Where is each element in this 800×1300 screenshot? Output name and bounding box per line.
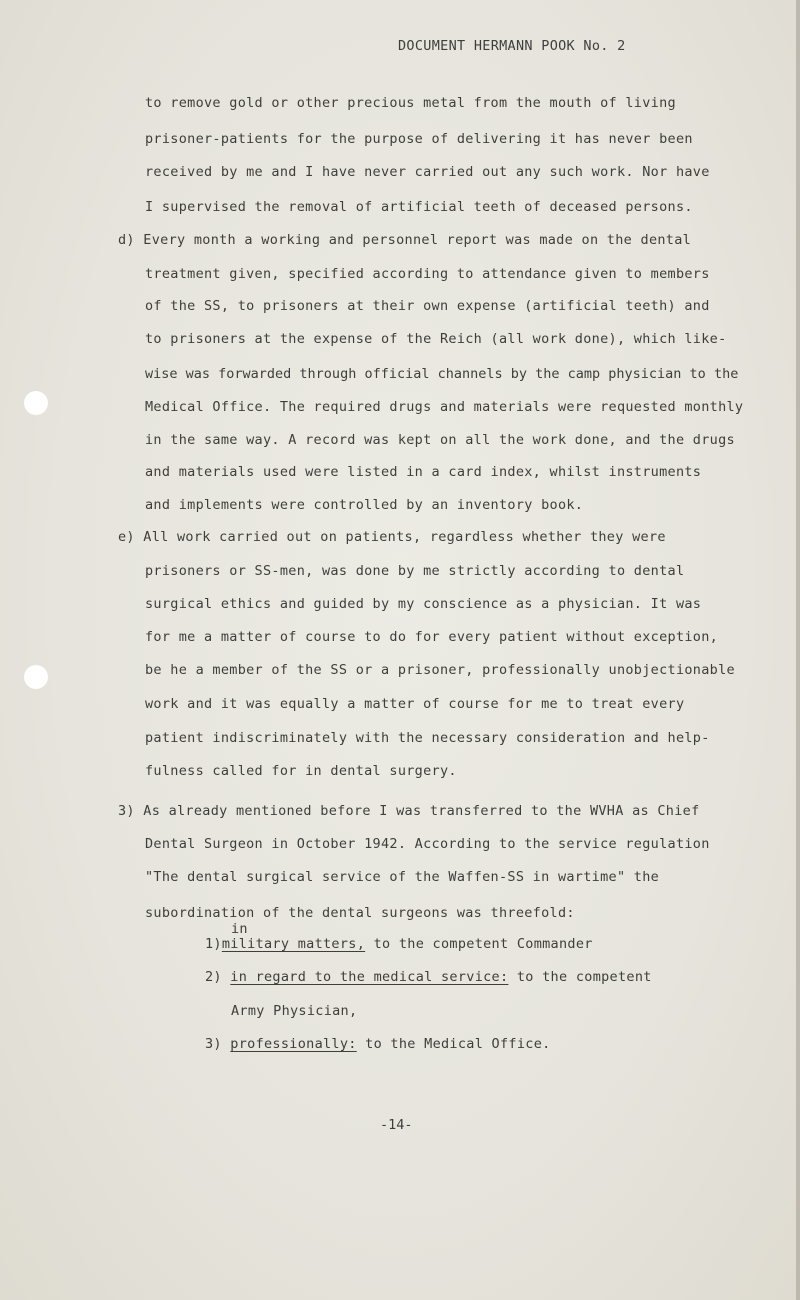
text-line: d) Every month a working and personnel report was made on the dental <box>118 232 692 248</box>
text-line: patient indiscriminately with the necessary consideration and help- <box>145 730 710 746</box>
page-edge <box>796 0 800 1300</box>
text-line: and implements were controlled by an inventory book. <box>145 497 584 513</box>
punch-hole-bottom <box>24 665 48 689</box>
text-line: 3) As already mentioned before I was transferred to the WVHA as Chief <box>118 803 700 819</box>
text-line: prisoners or SS-men, was done by me strictly according to dental <box>145 563 685 579</box>
text-line: be he a member of the SS or a prisoner, professionally unobjectionable <box>145 662 735 678</box>
text-line: in the same way. A record was kept on all the work done, and the drugs <box>145 432 735 448</box>
text-line: for me a matter of course to do for every patient without exception, <box>145 629 719 645</box>
text-line: I supervised the removal of artificial teeth of deceased persons. <box>145 199 693 215</box>
list-item-2: 2) in regard to the medical service: to the competent <box>205 969 652 985</box>
list-item-3: 3) professionally: to the Medical Office. <box>205 1036 551 1052</box>
text-line: of the SS, to prisoners at their own expense (artificial teeth) and <box>145 298 710 314</box>
text-line: fulness called for in dental surgery. <box>145 763 457 779</box>
text-line: "The dental surgical service of the Waffen-SS in wartime" the <box>145 869 660 885</box>
text-line: surgical ethics and guided by my conscience as a physician. It was <box>145 596 702 612</box>
text-line: Medical Office. The required drugs and materials were requested monthly <box>145 399 744 415</box>
list-item-2-continued: Army Physician, <box>231 1003 358 1019</box>
text-line: Dental Surgeon in October 1942. According to the service regulation <box>145 836 710 852</box>
punch-hole-top <box>24 391 48 415</box>
text-line: work and it was equally a matter of course for me to treat every <box>145 696 685 712</box>
text-line: received by me and I have never carried out any such work. Nor have <box>145 164 710 180</box>
text-line: to remove gold or other precious metal from the mouth of living <box>145 95 676 111</box>
text-line: wise was forwarded through official channels by the camp physician to the <box>145 366 739 382</box>
text-line: treatment given, specified according to attendance given to members <box>145 266 710 282</box>
text-line: e) All work carried out on patients, regardless whether they were <box>118 529 666 545</box>
text-line: and materials used were listed in a card index, whilst instruments <box>145 464 702 480</box>
text-line: subordination of the dental surgeons was threefold: <box>145 905 575 921</box>
inserted-word: in <box>231 921 248 937</box>
list-item-1: 1)military matters, to the competent Commander <box>205 936 593 952</box>
document-header: DOCUMENT HERMANN POOK No. 2 <box>398 38 626 54</box>
page-number: -14- <box>380 1117 413 1133</box>
text-line: prisoner-patients for the purpose of delivering it has never been <box>145 131 693 147</box>
text-line: to prisoners at the expense of the Reich (all work done), which like- <box>145 331 727 347</box>
